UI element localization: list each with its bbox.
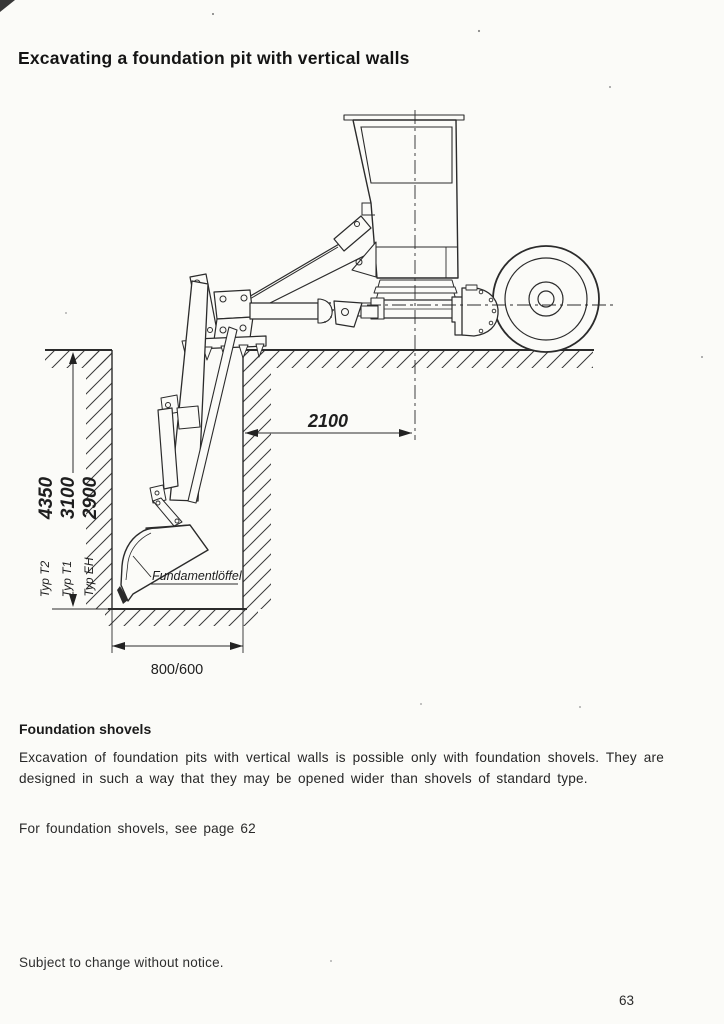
depth-eh-label: 2900 [80,476,102,520]
section-reference: For foundation shovels, see page 62 [19,821,256,836]
pit-width-label: 800/600 [150,662,204,678]
section-body: Excavation of foundation pits with vertical walls is possible only with foundation shovels. They are designed in such a way that they may be opened wider than shovels of standard type. [19,750,664,786]
bucket-cylinder [158,408,178,489]
type-eh-label: Typ EH [82,557,97,597]
boom [243,216,376,312]
depth-t1-label: 3100 [58,476,80,520]
depth-t2-label: 4350 [36,476,58,520]
change-notice: Subject to change without notice. [19,955,224,970]
dimension-2100-label: 2100 [307,411,349,431]
type-t2-label: Typ T2 [38,560,53,598]
section-heading: Foundation shovels [19,721,152,737]
page-number: 63 [619,993,635,1008]
page-title: Excavating a foundation pit with vertical walls [18,48,410,68]
excavator-wheel [493,246,599,352]
foundation-bucket [117,525,208,604]
bucket-name-label: Fundamentlöffel [152,569,242,583]
excavator-cab [344,115,464,278]
swing-cylinder [250,299,378,327]
type-t1-label: Typ T1 [60,560,75,598]
